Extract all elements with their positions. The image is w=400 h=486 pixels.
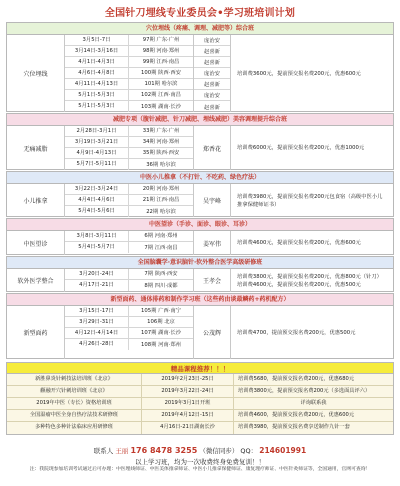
category-cell: 软外医学整合 bbox=[7, 269, 65, 292]
contact-line bbox=[6, 446, 394, 456]
fine-course-row bbox=[7, 398, 393, 410]
teacher-name: 庞治安 bbox=[194, 68, 230, 79]
row-place: 97期 广东·广州 bbox=[142, 37, 180, 43]
schedule-row bbox=[65, 148, 193, 159]
course-name: 颧融开穴针刺培训班《北京》 bbox=[7, 386, 142, 397]
fine-courses-header: 精品课程推荐！！！ bbox=[6, 362, 394, 374]
row-place: 106期 北京 bbox=[147, 319, 175, 325]
row-place: 34期 河南·郑州 bbox=[142, 139, 180, 145]
fee-cell: 培训费6000元，提前预交报名费200元，优惠1000元 bbox=[237, 145, 365, 151]
row-date: 2月28日-3月1日 bbox=[65, 126, 129, 136]
section-header: 减肥专项（腹针减肥、针刀减肥、埋线减肥）美容调理提升综合班 bbox=[7, 114, 393, 126]
teacher-cell: 郑香花 bbox=[193, 126, 231, 170]
row-date: 3月22日-3月24日 bbox=[65, 184, 129, 194]
contact-name: 王丽 bbox=[115, 447, 129, 455]
teacher-cell: 王孝会 bbox=[193, 269, 231, 292]
section-pediatric-massage bbox=[6, 171, 394, 217]
schedule-row bbox=[65, 79, 193, 90]
teacher-cell: 吴宇峰 bbox=[193, 184, 231, 217]
teacher-name: 庞治安 bbox=[194, 35, 230, 46]
schedule-row bbox=[65, 68, 193, 79]
row-place: 7期 陕西·西安 bbox=[144, 271, 178, 277]
schedule-rows bbox=[65, 184, 193, 217]
row-place: 105期 广西·南宁 bbox=[141, 308, 181, 314]
fee-cell: 培训费3800元，提前预交报名费200元，优惠800元（针刀）培训费4600元，提前预交报名费200元，优惠500元 bbox=[237, 273, 382, 288]
teacher-name: 赵喜新 bbox=[194, 79, 230, 90]
category-cell: 穴位埋线 bbox=[7, 35, 65, 112]
schedule-row bbox=[65, 90, 193, 101]
course-fee: 培训费3800元，提前预交报名费200元（多选面具评六） bbox=[238, 388, 371, 394]
schedule-row bbox=[65, 206, 193, 217]
row-date: 5月4日-5月7日 bbox=[65, 242, 129, 253]
schedule-row bbox=[65, 195, 193, 206]
row-date: 5月1日-5月3日 bbox=[65, 101, 129, 112]
section-header: 穴位埋线（疼痛、调理、减肥等）综合班 bbox=[7, 23, 393, 35]
row-date: 4月1日-4月3日 bbox=[65, 57, 129, 67]
section-weight-loss bbox=[6, 113, 394, 170]
qq-label: QQ： bbox=[240, 447, 258, 455]
row-place: 33期 广东·广州 bbox=[142, 128, 180, 134]
category-cell: 新型面药 bbox=[7, 306, 65, 359]
section-acupoint-catgut bbox=[6, 22, 394, 112]
row-place: 7期 江西·南昌 bbox=[144, 244, 178, 251]
category-cell: 无痛减脂 bbox=[7, 126, 65, 170]
row-date: 5月7日-5月11日 bbox=[65, 159, 129, 170]
row-place: 22期 哈尔滨 bbox=[146, 208, 176, 215]
row-date: 4月17日-21日 bbox=[65, 280, 129, 291]
row-place: 108期 河南·郑州 bbox=[141, 341, 181, 348]
row-date: 3月19日-3月21日 bbox=[65, 137, 129, 147]
fee-cell: 培训费3980元，提前预交报名费200元包食宿（高级中医小儿推拿保健师证书） bbox=[237, 193, 383, 208]
section-header: 全国脑囊学·意识脑针·软外整合医学高级研修班 bbox=[7, 257, 393, 269]
qq-number[interactable]: 214601991 bbox=[259, 446, 307, 455]
row-date: 4月11日-4月13日 bbox=[65, 79, 129, 89]
row-date: 3月20日-24日 bbox=[65, 269, 129, 279]
schedule-row bbox=[65, 57, 193, 68]
schedule-row bbox=[65, 242, 193, 253]
schedule-rows bbox=[65, 269, 193, 291]
course-name: 2019年中医（专长）资格培训班 bbox=[7, 398, 142, 409]
row-place: 101期 哈尔滨 bbox=[144, 81, 178, 87]
row-place: 20期 河南·郑州 bbox=[142, 186, 180, 192]
fee-cell: 培训费4600元，提前预交报名费200元，优惠600元 bbox=[237, 240, 361, 246]
row-place: 102期 江西·南昌 bbox=[141, 92, 181, 98]
schedule-rows bbox=[65, 231, 193, 253]
schedule-rows bbox=[65, 126, 193, 170]
course-name: 多种特色多种针法临床应用研修班 bbox=[7, 422, 142, 434]
teacher-column bbox=[193, 35, 231, 112]
course-fee: 详询联系我 bbox=[300, 400, 327, 406]
row-place: 21期 江西·南昌 bbox=[142, 197, 180, 203]
section-header: 中医望诊（手诊、面诊、眼诊、耳诊） bbox=[7, 219, 393, 231]
schedule-rows bbox=[65, 306, 193, 350]
teacher-name: 赵喜新 bbox=[194, 57, 230, 68]
fine-course-row bbox=[7, 374, 393, 386]
fine-courses-table bbox=[6, 374, 394, 435]
category-cell: 中医望诊 bbox=[7, 231, 65, 255]
course-date: 2019年3月1日开班 bbox=[142, 398, 234, 409]
schedule-row bbox=[65, 35, 193, 46]
fee-cell: 培训费4700，提前预交报名费200元，优惠500元 bbox=[237, 329, 356, 336]
category-cell: 小儿推拿 bbox=[7, 184, 65, 217]
section-header: 新型面药、通体排药和制作学习班（这些药由谈最鳞药+药机配方） bbox=[7, 294, 393, 306]
schedule-row bbox=[65, 184, 193, 195]
wechat-note: （微信同步） bbox=[199, 447, 239, 455]
schedule-row bbox=[65, 339, 193, 350]
course-fee: 培训费5680，提前预交报名费200元，优惠680元 bbox=[238, 376, 355, 382]
row-date: 5月1日-5月3日 bbox=[65, 90, 129, 100]
course-name: 新胜鼻炎针刺技法培训班《北京》 bbox=[7, 374, 142, 385]
schedule-row bbox=[65, 126, 193, 137]
teacher-cell: 姜军伟 bbox=[193, 231, 231, 255]
schedule-row bbox=[65, 101, 193, 112]
schedule-row bbox=[65, 159, 193, 170]
course-fee: 培训费4600，提前预交报名费200元，优惠600元 bbox=[238, 412, 355, 418]
course-fee: 培训费3980，提前预交报名费享送制作九针一套 bbox=[238, 424, 350, 430]
teacher-name: 赵喜新 bbox=[194, 46, 230, 57]
contact-label: 联系人 bbox=[93, 447, 114, 455]
course-date: 2019年4月12日-15日 bbox=[142, 410, 234, 421]
row-place: 98期 河南·郑州 bbox=[142, 48, 180, 54]
row-place: 99期 江西·南昌 bbox=[142, 59, 180, 65]
course-date: 2019年3月22日-24日 bbox=[142, 386, 234, 397]
row-date: 3月29日-31日 bbox=[65, 317, 129, 327]
row-date: 4月12日-4月14日 bbox=[65, 328, 129, 338]
row-date: 3月5日-7日 bbox=[65, 35, 129, 45]
row-place: 36期 哈尔滨 bbox=[146, 161, 176, 168]
section-soft-tissue-medicine bbox=[6, 256, 394, 292]
fine-course-row bbox=[7, 386, 393, 398]
fine-course-row bbox=[7, 422, 393, 434]
teacher-name: 赵喜新 bbox=[204, 104, 220, 111]
fee-cell: 培训费3600元，提前预交报名费200元，优惠600元 bbox=[237, 70, 361, 77]
footnote: 注：我院现参加培训考试通过后可办理：中医埋线师证、中医美体推拿师证、中医小儿推拿保健师证、康复理疗师证、中医针灸师证等，全国通用，官网可查询！ bbox=[29, 467, 371, 472]
teacher-cell: 公茂辉 bbox=[193, 306, 231, 359]
schedule-row bbox=[65, 137, 193, 148]
course-name: 全国温瘤中医全身自热疗法技术研修班 bbox=[7, 410, 142, 421]
schedule-row bbox=[65, 306, 193, 317]
slogan: 以上学习班，均为一次收费终身免费复训！！ bbox=[135, 458, 265, 466]
teacher-name: 庞治安 bbox=[194, 90, 230, 101]
section-tcm-inspection bbox=[6, 218, 394, 255]
contact-phone[interactable]: 176 8478 3255 bbox=[130, 446, 198, 455]
row-place: 8期 四川·成都 bbox=[144, 282, 178, 289]
course-date: 2019年2月23日-25日 bbox=[142, 374, 234, 385]
section-header: 中医小儿推拿（不打针、不吃药、绿色疗法） bbox=[7, 172, 393, 184]
schedule-row bbox=[65, 231, 193, 242]
row-place: 35期 陕西·西安 bbox=[142, 150, 180, 156]
schedule-row bbox=[65, 280, 193, 291]
row-date: 4月4日-4月6日 bbox=[65, 195, 129, 205]
section-new-face-medicine bbox=[6, 293, 394, 359]
row-date: 3月15日-17日 bbox=[65, 306, 129, 316]
row-place: 107期 湖南·长沙 bbox=[141, 330, 181, 336]
row-date: 3月14日-3月16日 bbox=[65, 46, 129, 56]
schedule-row bbox=[65, 328, 193, 339]
page-title: 全国针刀埋线专业委员会•学习班培训计划 bbox=[104, 8, 296, 19]
row-date: 5月4日-5月6日 bbox=[65, 206, 129, 217]
schedule-rows bbox=[65, 35, 193, 112]
course-date: 4月16日-21日湖南长沙 bbox=[142, 422, 234, 434]
schedule-row bbox=[65, 317, 193, 328]
row-date: 3月8日-3月11日 bbox=[65, 231, 129, 241]
row-date: 4月6日-4月8日 bbox=[65, 68, 129, 78]
row-place: 6期 河南·郑州 bbox=[144, 233, 178, 239]
row-place: 103期 湖南·长沙 bbox=[141, 103, 181, 110]
row-date: 4月26日-28日 bbox=[65, 339, 129, 350]
schedule-row bbox=[65, 46, 193, 57]
row-date: 4月9日-4月13日 bbox=[65, 148, 129, 158]
schedule-row bbox=[65, 269, 193, 280]
fine-course-row bbox=[7, 410, 393, 422]
row-place: 100期 陕西·西安 bbox=[141, 70, 181, 76]
